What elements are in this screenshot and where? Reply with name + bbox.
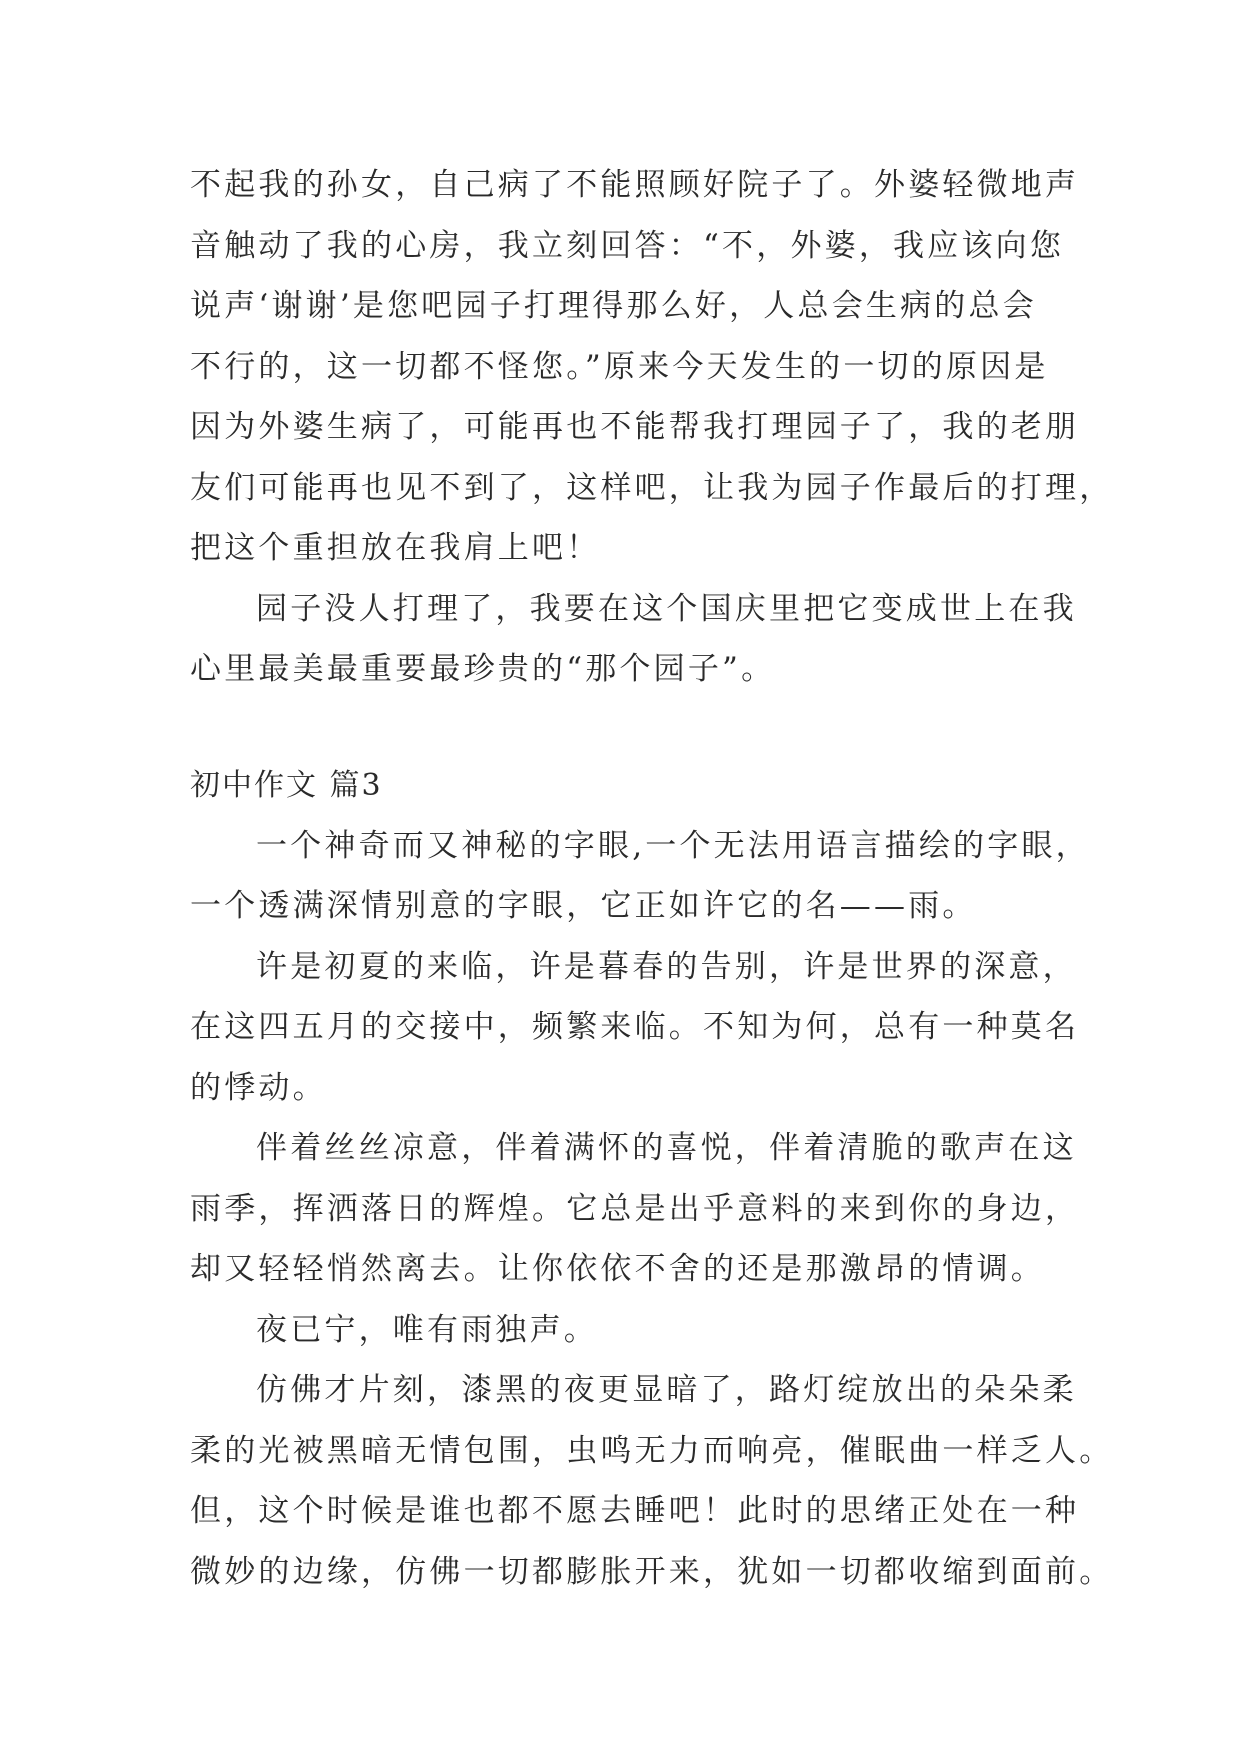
text-line: 的悸动。 [190, 1069, 327, 1106]
text-line: 雨季，挥洒落日的辉煌。它总是出乎意料的来到你的身边， [190, 1190, 1080, 1227]
text-line: 把这个重担放在我肩上吧！ [190, 530, 601, 566]
text-line: 微妙的边缘，仿佛一切都膨胀开来，犹如一切都收缩到面前。 [190, 1553, 1114, 1590]
text-line: 心里最美最重要最珍贵的“那个园子”。 [190, 651, 776, 687]
text-line: 音触动了我的心房，我立刻回答：“不，外婆，我应该向您 [190, 227, 1065, 264]
section-heading: 初中作文 篇3 [190, 767, 383, 803]
text-line: 一个神奇而又神秘的字眼,一个无法用语言描绘的字眼， [256, 827, 1090, 864]
text-line: 友们可能再也见不到了，这样吧，让我为园子作最后的打理， [190, 469, 1114, 506]
paragraph-continued [190, 155, 1114, 579]
text-line: 却又轻轻悄然离去。让你依依不舍的还是那激昂的情调。 [190, 1251, 1045, 1287]
paragraph [190, 816, 1090, 937]
document-page [190, 155, 1114, 1602]
text-line: 一个透满深情别意的字眼，它正如许它的名——雨。 [190, 888, 977, 924]
text-line: 许是初夏的来临，许是暮春的告别，许是世界的深意， [256, 948, 1077, 985]
text-line: 不起我的孙女，自己病了不能照顾好院子了。外婆轻微地声 [190, 167, 1080, 203]
text-line: 柔的光被黑暗无情包围，虫鸣无力而响亮，催眠曲一样乏人。 [190, 1432, 1114, 1469]
paragraph [190, 1118, 1080, 1300]
text-line: 说声‘谢谢’是您吧园子打理得那么好，人总会生病的总会 [190, 288, 1037, 324]
text-line: 夜已宁，唯有雨独声。 [256, 1311, 598, 1348]
text-line: 但，这个时候是谁也都不愿去睡吧！此时的思绪正处在一种 [190, 1493, 1080, 1529]
spacer [190, 700, 1070, 756]
text-line: 因为外婆生病了，可能再也不能帮我打理园子了，我的老朋 [190, 409, 1080, 445]
paragraph [190, 1300, 1070, 1361]
text-line: 仿佛才片刻，漆黑的夜更显暗了，路灯绽放出的朵朵柔 [256, 1372, 1077, 1408]
text-line: 伴着丝丝凉意，伴着满怀的喜悦，伴着清脆的歌声在这 [256, 1130, 1077, 1166]
paragraph [190, 579, 1077, 700]
text-line: 不行的，这一切都不怪您。”原来今天发生的一切的原因是 [190, 348, 1049, 385]
paragraph [190, 937, 1080, 1119]
text-line: 在这四五月的交接中，频繁来临。不知为何，总有一种莫名 [190, 1009, 1080, 1045]
paragraph [190, 1360, 1114, 1602]
text-line: 园子没人打理了，我要在这个国庆里把它变成世上在我 [256, 590, 1077, 627]
